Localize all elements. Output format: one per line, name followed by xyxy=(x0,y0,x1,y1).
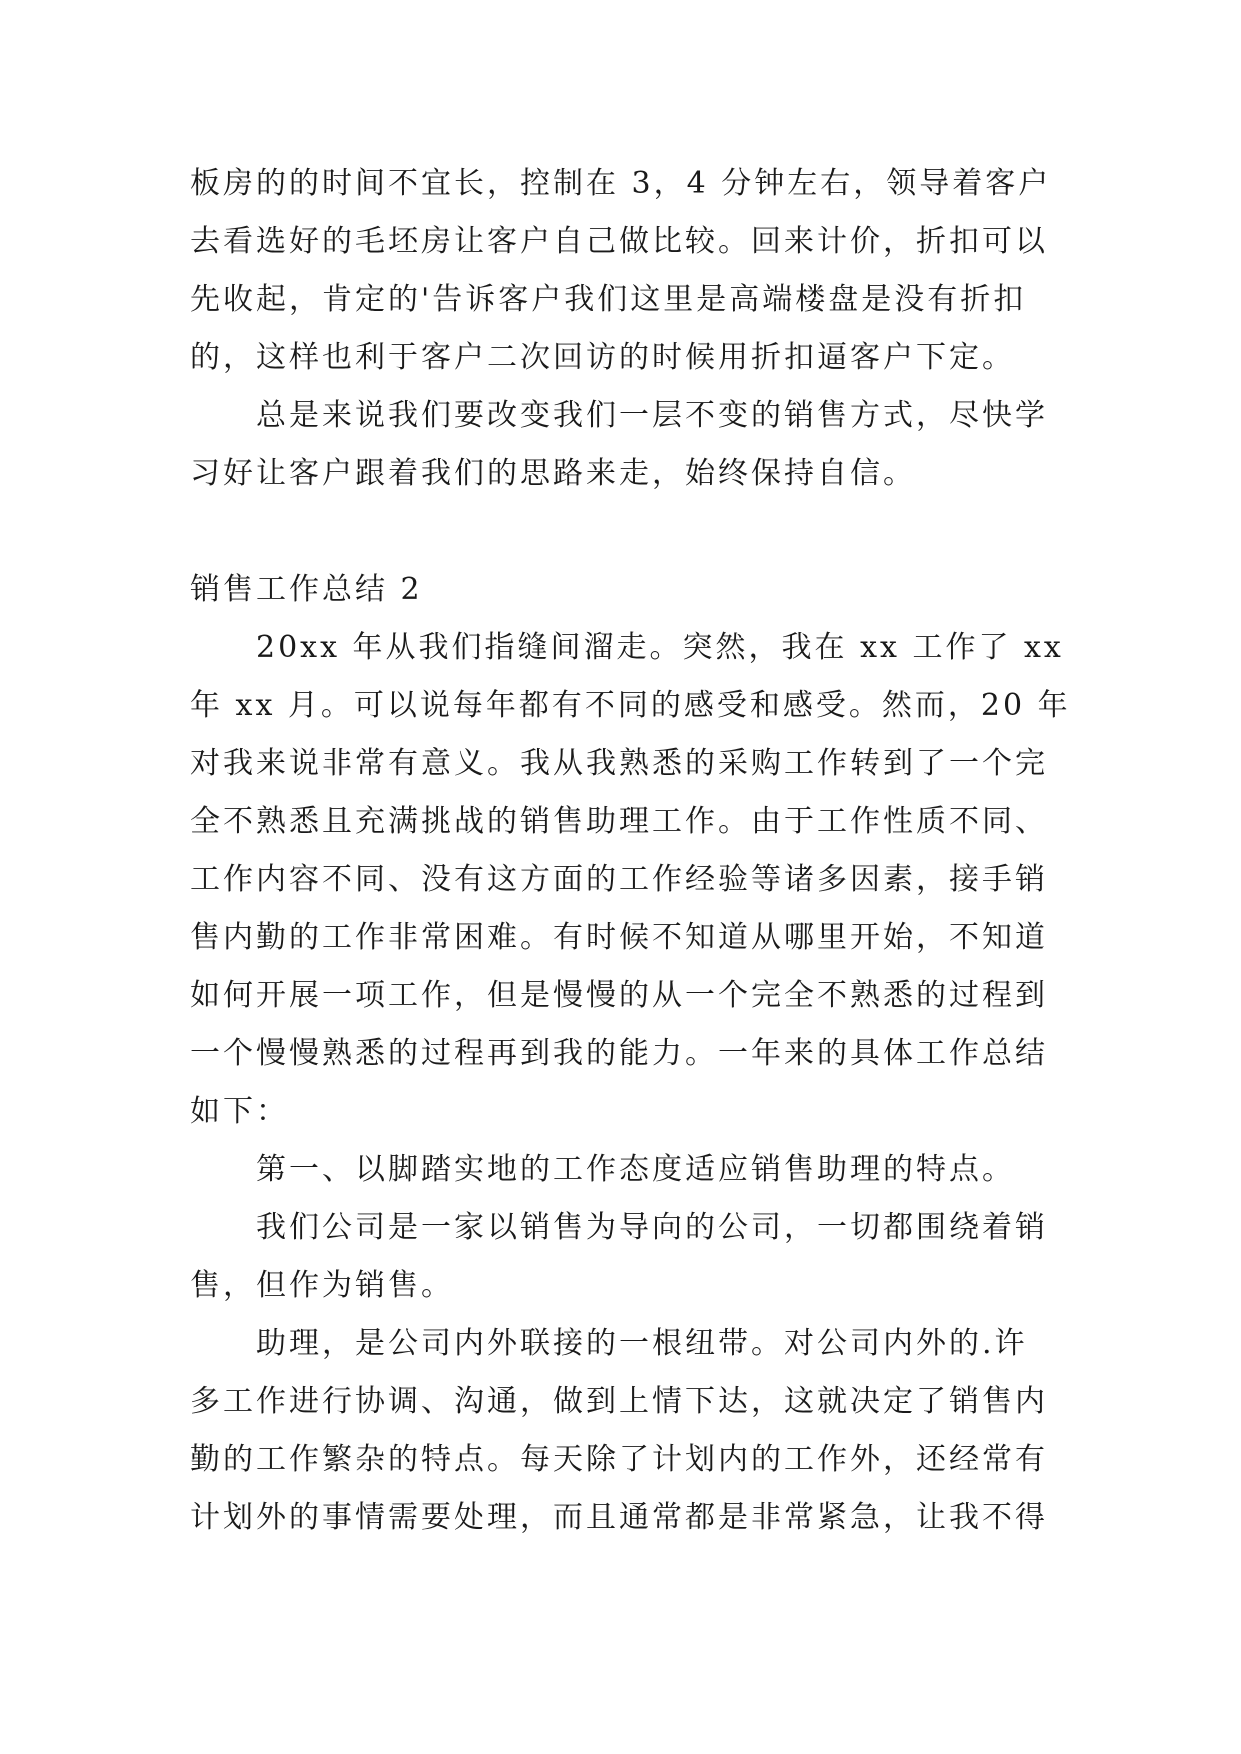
text-line: 20xx 年从我们指缝间溜走。突然，我在 xx 工作了 xx xyxy=(190,630,1064,665)
text-line: 多工作进行协调、沟通，做到上情下达，这就决定了销售内 xyxy=(190,1384,1048,1419)
text-line: 总是来说我们要改变我们一层不变的销售方式，尽快学 xyxy=(190,398,1048,433)
text-line: 去看选好的毛坯房让客户自己做比较。回来计价，折扣可以 xyxy=(190,224,1048,259)
text-line: 助理，是公司内外联接的一根纽带。对公司内外的.许 xyxy=(190,1326,1028,1361)
text-line: 如下： xyxy=(190,1094,289,1129)
text-line: 售，但作为销售。 xyxy=(190,1268,454,1303)
text-line: 全不熟悉且充满挑战的销售助理工作。由于工作性质不同、 xyxy=(190,804,1048,839)
section-1-text xyxy=(190,155,1070,503)
text-line: 先收起，肯定的'告诉客户我们这里是高端楼盘是没有折扣 xyxy=(190,282,1027,317)
section-2-text xyxy=(190,561,1070,1547)
text-line: 对我来说非常有意义。我从我熟悉的采购工作转到了一个完 xyxy=(190,746,1048,781)
text-line: 板房的的时间不宜长，控制在 3，4 分钟左右，领导着客户 xyxy=(190,166,1052,201)
section-heading: 销售工作总结 2 xyxy=(190,572,423,607)
text-line: 一个慢慢熟悉的过程再到我的能力。一年来的具体工作总结 xyxy=(190,1036,1048,1071)
text-line: 计划外的事情需要处理，而且通常都是非常紧急，让我不得 xyxy=(190,1500,1048,1535)
text-line: 工作内容不同、没有这方面的工作经验等诸多因素，接手销 xyxy=(190,862,1048,897)
text-line: 第一、以脚踏实地的工作态度适应销售助理的特点。 xyxy=(190,1152,1015,1187)
text-line: 勤的工作繁杂的特点。每天除了计划内的工作外，还经常有 xyxy=(190,1442,1048,1477)
text-line: 售内勤的工作非常困难。有时候不知道从哪里开始，不知道 xyxy=(190,920,1048,955)
text-line: 的，这样也利于客户二次回访的时候用折扣逼客户下定。 xyxy=(190,340,1015,375)
text-line: 习好让客户跟着我们的思路来走，始终保持自信。 xyxy=(190,456,916,491)
text-line: 如何开展一项工作，但是慢慢的从一个完全不熟悉的过程到 xyxy=(190,978,1048,1013)
text-line: 年 xx 月。可以说每年都有不同的感受和感受。然而，20 年 xyxy=(190,688,1071,723)
text-line: 我们公司是一家以销售为导向的公司，一切都围绕着销 xyxy=(190,1210,1048,1245)
